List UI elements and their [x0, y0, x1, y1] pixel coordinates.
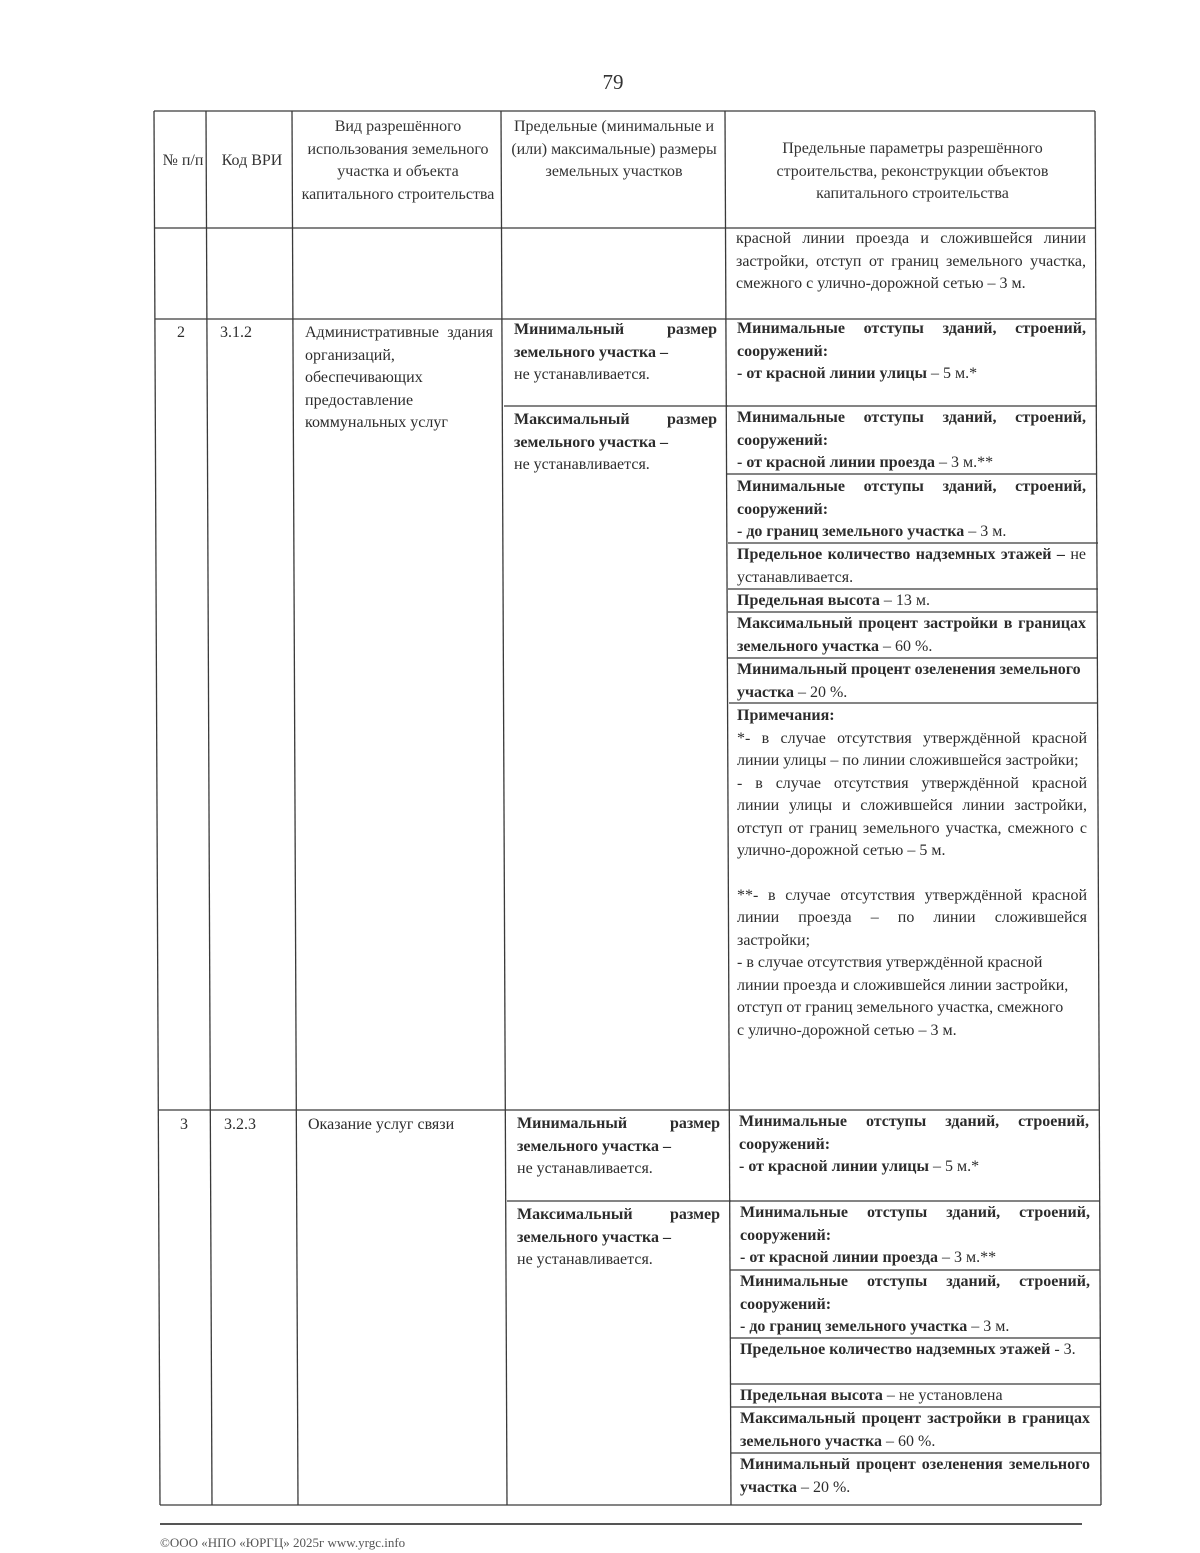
row2-use-type: Административные здания организаций, обеспечивающих предоставление коммунальных услуг [305, 324, 493, 431]
row2-p7-title: Минимальный процент озеленения земельного участка [737, 661, 1081, 701]
header-code: Код ВРИ [221, 152, 283, 169]
row3-param-3 [740, 1271, 1090, 1339]
row3-min-size [517, 1113, 720, 1181]
row2-param-4 [737, 544, 1086, 589]
row3-p7-title: Минимальный процент озеленения земельного участка [740, 1456, 1090, 1496]
row2-p7-value: – 20 %. [793, 683, 848, 701]
header-plot-sizes: Предельные (минимальные и (или) максимальные) размеры земельных участков [511, 118, 717, 180]
row2-param-2 [737, 407, 1086, 475]
row2-p3-title: Минимальные отступы зданий, строений, сооружений: [737, 478, 1086, 518]
row2-param-1 [737, 318, 1086, 386]
row2-num: 2 [177, 324, 185, 341]
footer-text: ©ООО «НПО «ЮРГЦ» 2025г www.yrgc.info [160, 1535, 406, 1550]
row2-p6-value: – 60 %. [879, 637, 933, 655]
row3-use-type: Оказание услуг связи [308, 1116, 455, 1133]
row3-min-size-title: Минимальный размер земельного участка – [517, 1115, 720, 1155]
footer-rule [160, 1523, 1082, 1525]
row3-param-7 [740, 1454, 1090, 1499]
page-number: 79 [602, 70, 624, 94]
row3-p3-title: Минимальные отступы зданий, строений, сооружений: [740, 1273, 1090, 1313]
row3-p2-value: – 3 м.** [937, 1249, 997, 1266]
row3-p5-value: – не установлена [882, 1387, 1003, 1404]
row3-max-size [517, 1204, 720, 1272]
row2-p1-item: - от красной линии улицы [737, 365, 927, 382]
row3-p3-value: – 3 м. [967, 1318, 1010, 1335]
row2-p3-item: - до границ земельного участка [737, 523, 965, 540]
row3-p2-title: Минимальные отступы зданий, строений, сооружений: [740, 1204, 1090, 1244]
row3-num: 3 [180, 1116, 188, 1133]
row2-p6-title: Максимальный процент застройки в границах земельного участка [737, 615, 1086, 655]
row3-param-4 [740, 1339, 1090, 1362]
row3-max-size-title: Максимальный размер земельного участка – [517, 1206, 720, 1246]
row2-note-4: - в случае отсутствия утверждённой красной линии проезда и сложившейся линии застройки, отступ от границ земельного участка, смежного с улично-дорожной сетью – 3 м. [737, 954, 1069, 1039]
header-params: Предельные параметры разрешённого строительства, реконструкции объектов капитального строительства [776, 140, 1049, 202]
row2-p5-title: Предельная высота [737, 592, 880, 609]
row2-param-7 [737, 659, 1086, 704]
row2-max-size-value: не устанавливается. [514, 456, 650, 473]
row2-p1-value: – 5 м.* [927, 365, 978, 382]
row2-p5-value: – 13 м. [879, 592, 930, 609]
row3-p4-value: - 3. [1050, 1341, 1076, 1358]
row3-p5-title: Предельная высота [740, 1387, 883, 1404]
row2-param-6 [737, 613, 1086, 658]
row3-p4-title: Предельное количество надземных этажей [740, 1341, 1051, 1358]
row2-param-3 [737, 476, 1086, 544]
row3-p6-title: Максимальный процент застройки в границах земельного участка [740, 1410, 1090, 1450]
row2-max-size-title: Максимальный размер земельного участка – [514, 411, 717, 451]
row2-note-1: *- в случае отсутствия утверждённой красной линии улицы – по линии сложившейся застройки; [737, 729, 1087, 769]
row3-code: 3.2.3 [224, 1116, 256, 1133]
header-use-type: Вид разрешённого использования земельного участка и объекта капитального строительства [301, 118, 495, 203]
row2-p3-value: – 3 м. [964, 523, 1007, 540]
row3-max-size-value: не устанавливается. [517, 1251, 653, 1268]
row2-param-5 [737, 590, 1086, 613]
row2-min-size-value: не устанавливается. [514, 366, 650, 383]
continuation-params: красной линии проезда и сложившейся линии застройки, отступ от границ земельного участка, смежного с улично-дорожной сетью – 3 м. [736, 230, 1086, 292]
row2-p4-title: Предельное количество надземных этажей – [737, 546, 1065, 563]
row3-param-1 [739, 1111, 1089, 1179]
row3-p3-item: - до границ земельного участка [740, 1318, 968, 1335]
row2-note-2: - в случае отсутствия утверждённой красной линии улицы и сложившейся линии застройки, отступ от границ земельного участка, смежного с улично-дорожной сетью – 5 м. [737, 774, 1087, 859]
row3-p1-item: - от красной линии улицы [739, 1158, 929, 1175]
row2-notes [737, 705, 1087, 1042]
row2-p1-title: Минимальные отступы зданий, строений, сооружений: [737, 320, 1086, 360]
row3-p2-item: - от красной линии проезда [740, 1249, 938, 1266]
row3-param-6 [740, 1408, 1090, 1453]
row2-code: 3.1.2 [220, 324, 252, 341]
row3-min-size-value: не устанавливается. [517, 1160, 653, 1177]
row2-min-size-title: Минимальный размер земельного участка – [514, 321, 717, 361]
row2-p2-item: - от красной линии проезда [737, 454, 935, 471]
row3-param-2 [740, 1202, 1090, 1270]
row2-p2-title: Минимальные отступы зданий, строений, сооружений: [737, 409, 1086, 449]
row3-p1-title: Минимальные отступы зданий, строений, сооружений: [739, 1113, 1089, 1153]
row3-param-5 [740, 1385, 1090, 1408]
header-num: № п/п [162, 152, 204, 169]
row2-note-3: **- в случае отсутствия утверждённой красной линии проезда – по линии сложившейся застройки; [737, 886, 1087, 949]
row2-p4-value: не устанавливается. [737, 546, 1086, 586]
row2-max-size [514, 409, 717, 477]
row2-notes-title: Примечания: [737, 707, 835, 724]
row2-p2-value: – 3 м.** [934, 454, 994, 471]
row3-p1-value: – 5 м.* [929, 1158, 980, 1175]
row3-p6-value: – 60 %. [882, 1432, 936, 1450]
row2-min-size [514, 319, 717, 387]
row3-p7-value: – 20 %. [796, 1478, 851, 1496]
